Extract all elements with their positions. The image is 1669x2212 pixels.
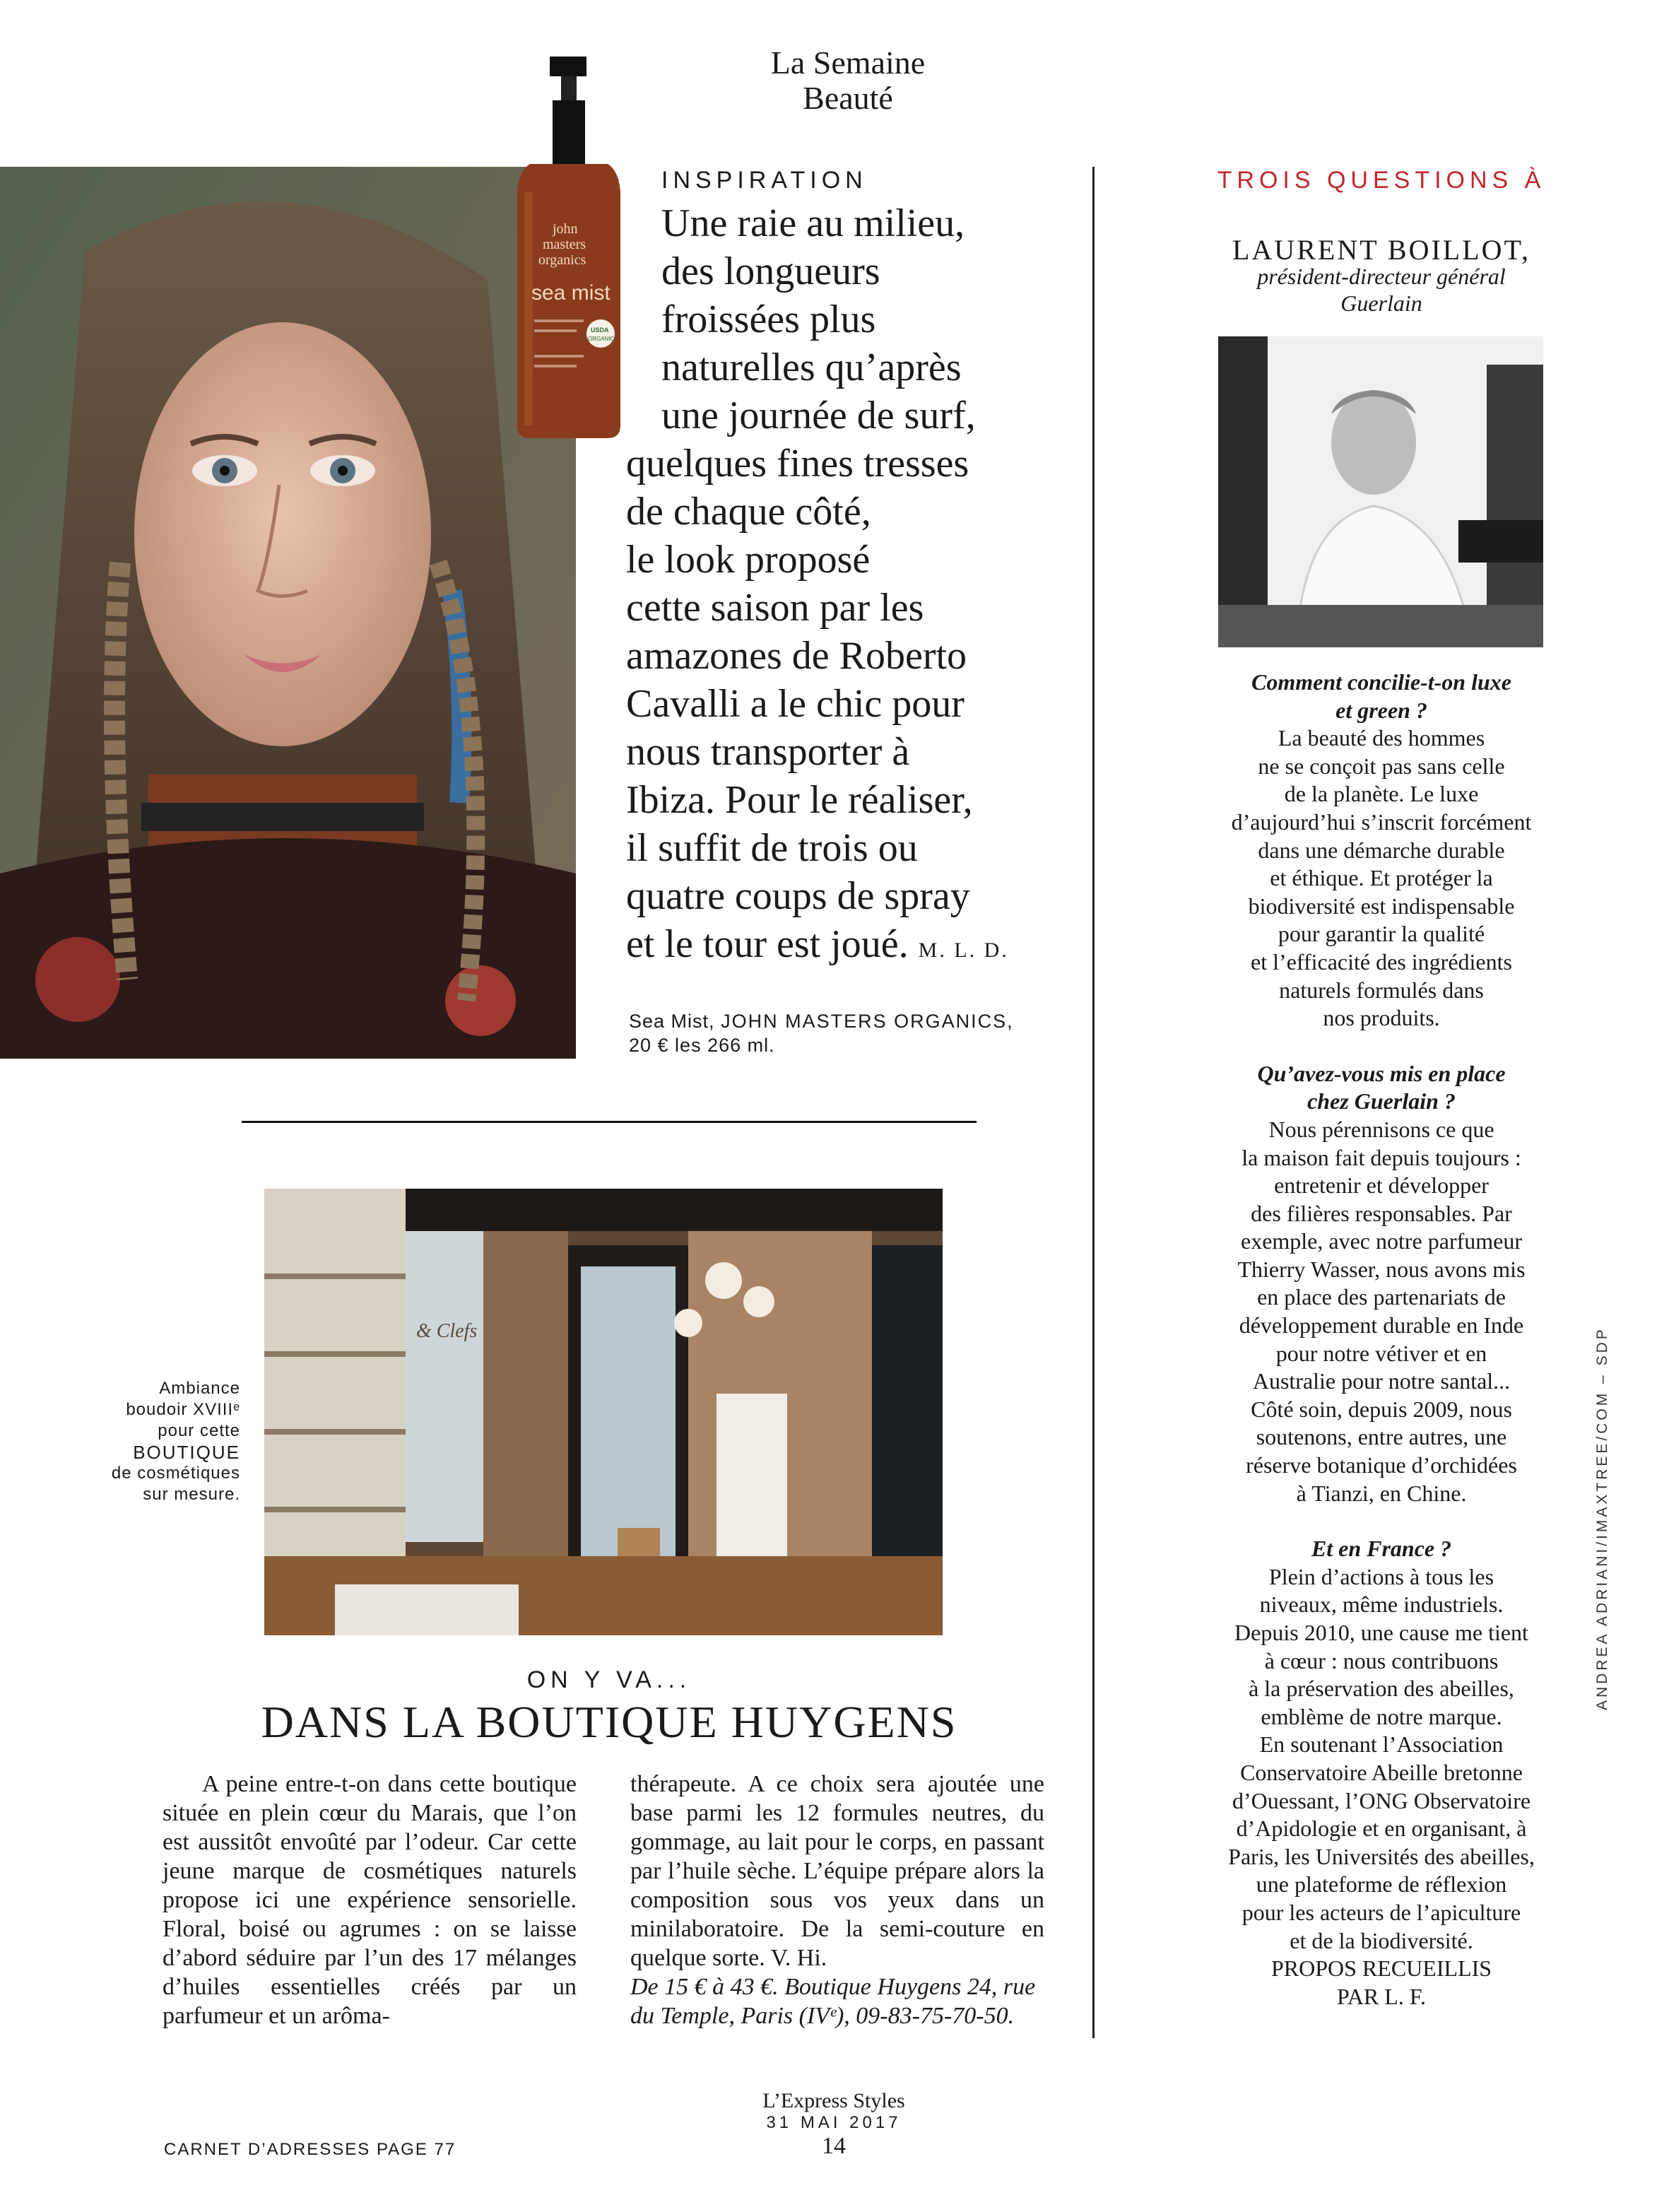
interviewee-role bbox=[1102, 263, 1661, 317]
inspiration-line: de chaque côté, bbox=[626, 490, 871, 534]
product-caption-price: 20 € les 266 ml. bbox=[629, 1035, 775, 1056]
boutique-title: DANS LA BOUTIQUE HUYGENS bbox=[261, 1697, 957, 1747]
inspiration-line: il suffit de trois ou bbox=[626, 826, 918, 870]
caption-line: Ambiance bbox=[159, 1379, 240, 1398]
section-divider bbox=[242, 1121, 977, 1123]
bottle-brand-line3: organics bbox=[538, 252, 586, 268]
product-caption bbox=[629, 1009, 1025, 1057]
product-caption-brand: JOHN MASTERS ORGANICS, bbox=[721, 1011, 1014, 1032]
section-title-line1: La Semaine bbox=[770, 45, 926, 81]
caption-line: de cosmétiques bbox=[111, 1464, 240, 1483]
inspiration-line: cette saison par les bbox=[626, 586, 924, 630]
footer-brand: L’Express Styles bbox=[762, 2089, 905, 2112]
inspiration-line: nous transporter à bbox=[626, 730, 910, 774]
boutique-body-col2 bbox=[630, 1770, 1044, 2030]
inspiration-line: quelques fines tresses bbox=[626, 442, 969, 486]
question-3: Et en France ? bbox=[1311, 1536, 1452, 1562]
answer-1: La beauté des hommes ne se conçoit pas sans celle de la planète. Le luxe d’aujourd’hui s’inscrit forcément dans une démarche durable et éthique. Et protéger la biodiversité est indispensable pour garantir la qualité et l’efficacité des ingrédients naturels formulés dans nos produits. bbox=[1231, 725, 1532, 1031]
interviewee-name: LAURENT BOILLOT, bbox=[1232, 234, 1531, 266]
section-title-line2: Beauté bbox=[803, 80, 893, 116]
inspiration-line: quatre coups de spray bbox=[626, 874, 970, 918]
inspiration-line: naturelles qu’après bbox=[661, 346, 962, 389]
interview-kicker: TROIS QUESTIONS À bbox=[1217, 167, 1546, 194]
question-2: Qu’avez-vous mis en place chez Guerlain ? bbox=[1257, 1060, 1506, 1114]
inspiration-line: Cavalli a le chic pour bbox=[626, 682, 965, 726]
boutique-photo-caption bbox=[106, 1378, 240, 1505]
caption-line: pour cette bbox=[158, 1421, 240, 1440]
role-line: Guerlain bbox=[1340, 290, 1422, 316]
inspiration-line: des longueurs bbox=[661, 249, 880, 293]
address-book-ref: CARNET D’ADRESSES PAGE 77 bbox=[164, 2140, 456, 2159]
section-title bbox=[721, 45, 975, 116]
answer-2: Nous pérennisons ce que la maison fait depuis toujours : entretenir et développer des filières responsables. Par exemple, avec notre parfumeur Thierry Wasser, nous avons mis en place des partenariats de développement durable en Inde pour notre vétiver et en Australie pour notre santal... Côté soin, depuis 2009, nous soutenons, entre autres, une réserve botanique d’orchidées à Tianzi, en Chine. bbox=[1237, 1116, 1526, 1506]
boutique-address: De 15 € à 43 €. Boutique Huygens 24, rue du Temple, Paris (IVᵉ), 09-83-75-70-50. bbox=[630, 1974, 1036, 2029]
page-number: 14 bbox=[822, 2133, 846, 2159]
boutique-kicker: ON Y VA... bbox=[526, 1666, 692, 1693]
product-caption-name: Sea Mist, bbox=[629, 1011, 715, 1032]
bottle-product-name: sea mist bbox=[531, 281, 611, 305]
inspiration-kicker: INSPIRATION bbox=[661, 167, 868, 194]
caption-line: BOUTIQUE bbox=[133, 1442, 240, 1463]
boutique-photo bbox=[264, 1189, 943, 1635]
inspiration-line: froissées plus bbox=[661, 298, 876, 341]
bottle-brand-line2: masters bbox=[543, 237, 586, 252]
boutique-body-col1: A peine entre-t-on dans cette boutique située en plein cœur du Marais, que l’on est aussitôt envoûté par l’odeur. Car cette jeune marque de cosmétiques naturels propose ici une expérience sensorielle. Floral, boisé ou agrumes : on se laisse d’abord séduire par l’un des 17 mélanges d’huiles essentielles créés par un parfumeur et un arôma- bbox=[163, 1771, 577, 2029]
bottle-brand-line1: john bbox=[553, 221, 578, 237]
column-divider bbox=[1092, 167, 1095, 2038]
footer-date: 31 MAI 2017 bbox=[766, 2113, 902, 2132]
inspiration-line: amazones de Roberto bbox=[626, 634, 967, 678]
inspiration-last-line bbox=[626, 920, 1064, 975]
inspiration-signature: M. L. D. bbox=[918, 939, 1009, 962]
inspiration-line: Une raie au milieu, bbox=[661, 201, 965, 245]
question-1: Comment concilie-t-on luxe et green ? bbox=[1251, 669, 1511, 723]
interviewee-photo bbox=[1218, 336, 1543, 647]
organic-badge-line2: ORGANIC bbox=[588, 336, 615, 342]
inspiration-line: le look proposé bbox=[626, 538, 871, 582]
organic-badge-line1: USDA bbox=[591, 326, 609, 334]
inspiration-line: une journée de surf, bbox=[661, 394, 976, 437]
photo-credit: ANDREA ADRIANI/IMAXTREE/COM – SDP bbox=[1594, 1326, 1610, 1710]
boutique-body-text: thérapeute. A ce choix sera ajoutée une base parmi les 12 formules neutres, du gommage, au lait pour le corps, en passant par l’huile sèche. L’équipe prépare alors la composition sous vos yeux dans un minilaboratoire. De la semi-couture en quelque sorte. V. Hi. bbox=[630, 1771, 1044, 1971]
caption-line: sur mesure. bbox=[143, 1485, 240, 1504]
inspiration-line: Ibiza. Pour le réaliser, bbox=[626, 778, 973, 822]
shop-sign: & Clefs bbox=[416, 1320, 478, 1342]
interview-qa bbox=[1116, 669, 1646, 2011]
inspiration-text bbox=[626, 199, 1064, 975]
role-line: président-directeur général bbox=[1257, 264, 1506, 289]
answer-3: Plein d’actions à tous les niveaux, même industriels. Depuis 2010, une cause me tient à cœur : nous contribuons à la préservation des abeilles, emblème de notre marque. En soutenant l’Association Conservatoire Abeille bretonne d’Ouessant, l’ONG Observatoire d’Apidologie et en organisant, à Paris, les Universités des abeilles, une plateforme de réflexion pour les acteurs de l’apiculture et de la biodiversité. PROPOS RECUEILLIS PAR L. F. bbox=[1228, 1563, 1535, 2009]
inspiration-line: et le tour est joué. bbox=[626, 922, 909, 966]
caption-line: boudoir XVIIIᵉ bbox=[126, 1400, 240, 1419]
